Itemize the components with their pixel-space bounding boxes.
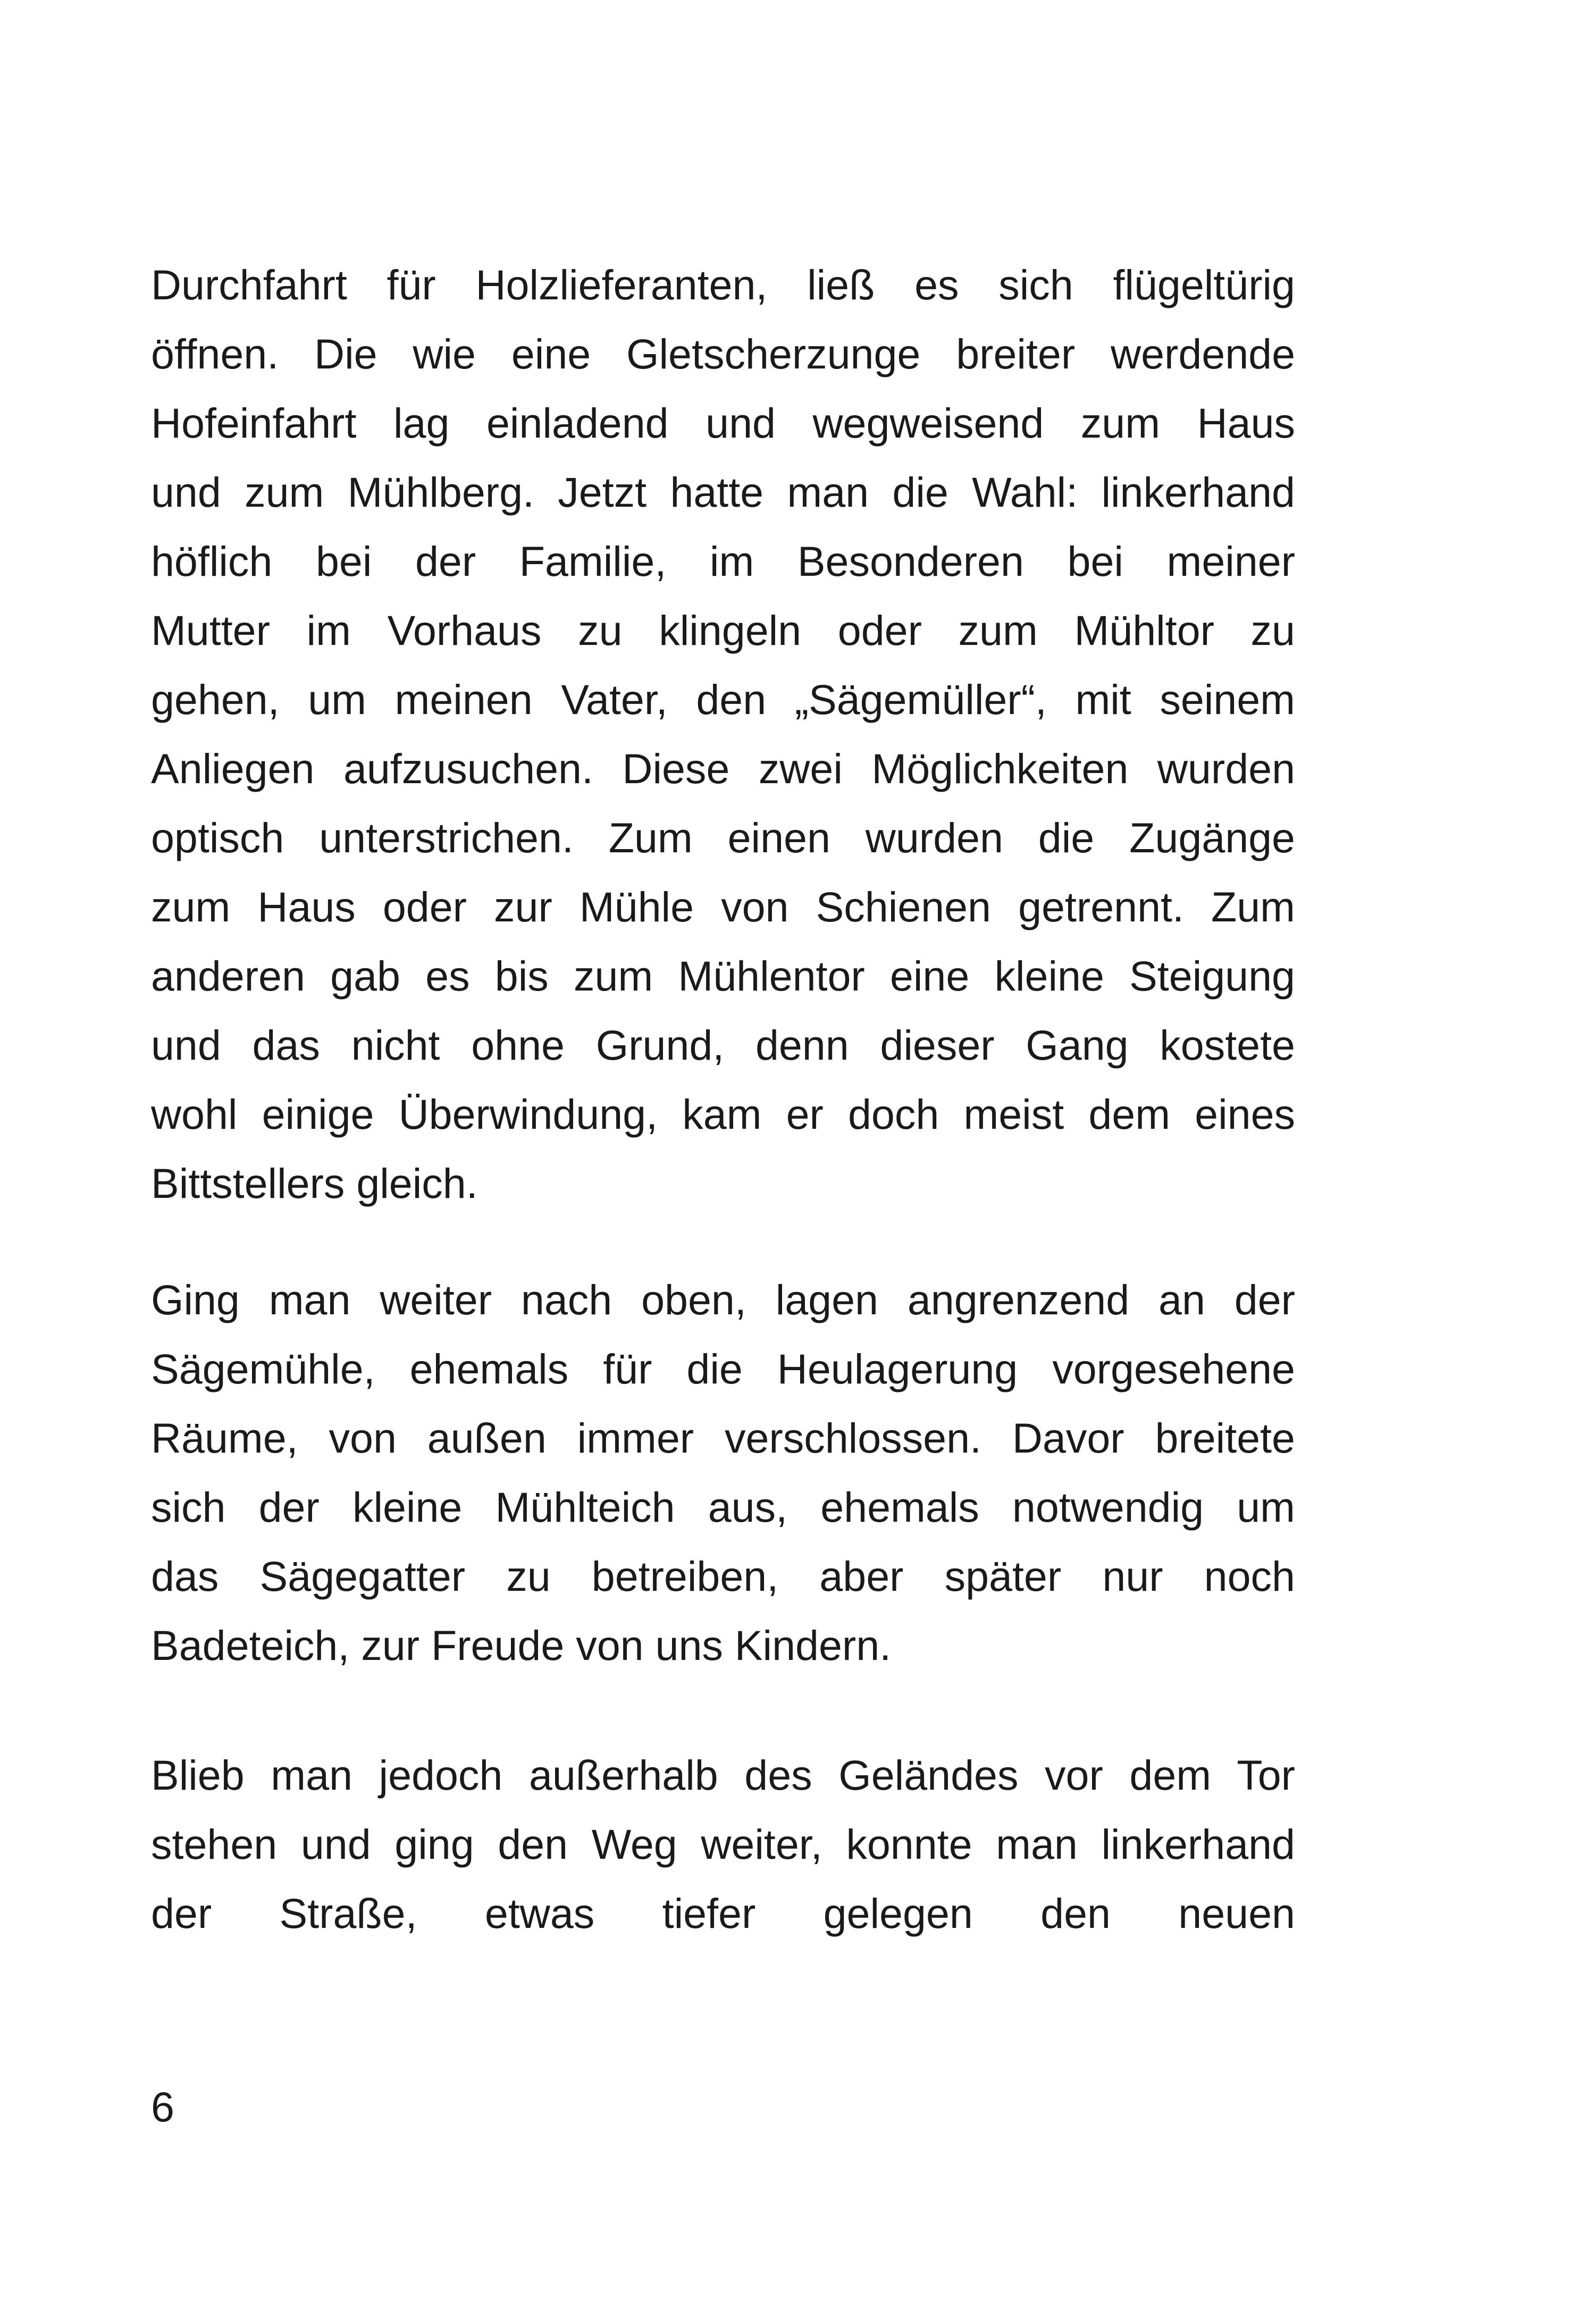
text-line: höflich bei der Familie, im Besonderen bei meiner	[151, 538, 1295, 585]
text-line: und das nicht ohne Grund, denn dieser Gang kostete	[151, 1021, 1295, 1069]
text-line: wohl einige Überwindung, kam er doch meist dem eines	[151, 1090, 1295, 1138]
text-line: Hofeinfahrt lag einladend und wegweisend zum Haus	[151, 399, 1295, 447]
text-line: optisch unterstrichen. Zum einen wurden die Zugänge	[151, 814, 1295, 861]
text-line: zum Haus oder zur Mühle von Schienen getrennt. Zum	[151, 883, 1295, 930]
paragraph-1	[151, 250, 1295, 1218]
text-line: Anliegen aufzusuchen. Diese zwei Möglichkeiten wurden	[151, 745, 1295, 792]
text-line: anderen gab es bis zum Mühlentor eine kleine Steigung	[151, 952, 1295, 1000]
text-line: Räume, von außen immer verschlossen. Davor breitete	[151, 1414, 1295, 1462]
text-line: und zum Mühlberg. Jetzt hatte man die Wahl: linkerhand	[151, 468, 1295, 516]
text-line: öffnen. Die wie eine Gletscherzunge breiter werdende	[151, 330, 1295, 377]
page-number: 6	[151, 2083, 174, 2130]
text-line: das Sägegatter zu betreiben, aber später nur noch	[151, 1553, 1295, 1600]
text-line: Sägemühle, ehemals für die Heulagerung vorgesehene	[151, 1345, 1295, 1392]
text-line: sich der kleine Mühlteich aus, ehemals notwendig um	[151, 1483, 1295, 1531]
text-line: Blieb man jedoch außerhalb des Geländes vor dem Tor	[151, 1751, 1295, 1799]
text-line: Bittstellers gleich.	[151, 1160, 478, 1207]
text-line: gehen, um meinen Vater, den „Sägemüller“, mit seinem	[151, 676, 1295, 723]
text-line: Durchfahrt für Holzlieferanten, ließ es sich flügeltürig	[151, 261, 1295, 308]
text-line: der Straße, etwas tiefer gelegen den neuen	[151, 1890, 1295, 1937]
text-line: Mutter im Vorhaus zu klingeln oder zum Mühltor zu	[151, 607, 1295, 654]
paragraph-3	[151, 1741, 1295, 1948]
text-line: stehen und ging den Weg weiter, konnte man linkerhand	[151, 1820, 1295, 1868]
paragraph-2	[151, 1265, 1295, 1680]
text-line: Ging man weiter nach oben, lagen angrenzend an der	[151, 1276, 1295, 1323]
text-line: Badeteich, zur Freude von uns Kindern.	[151, 1622, 892, 1669]
